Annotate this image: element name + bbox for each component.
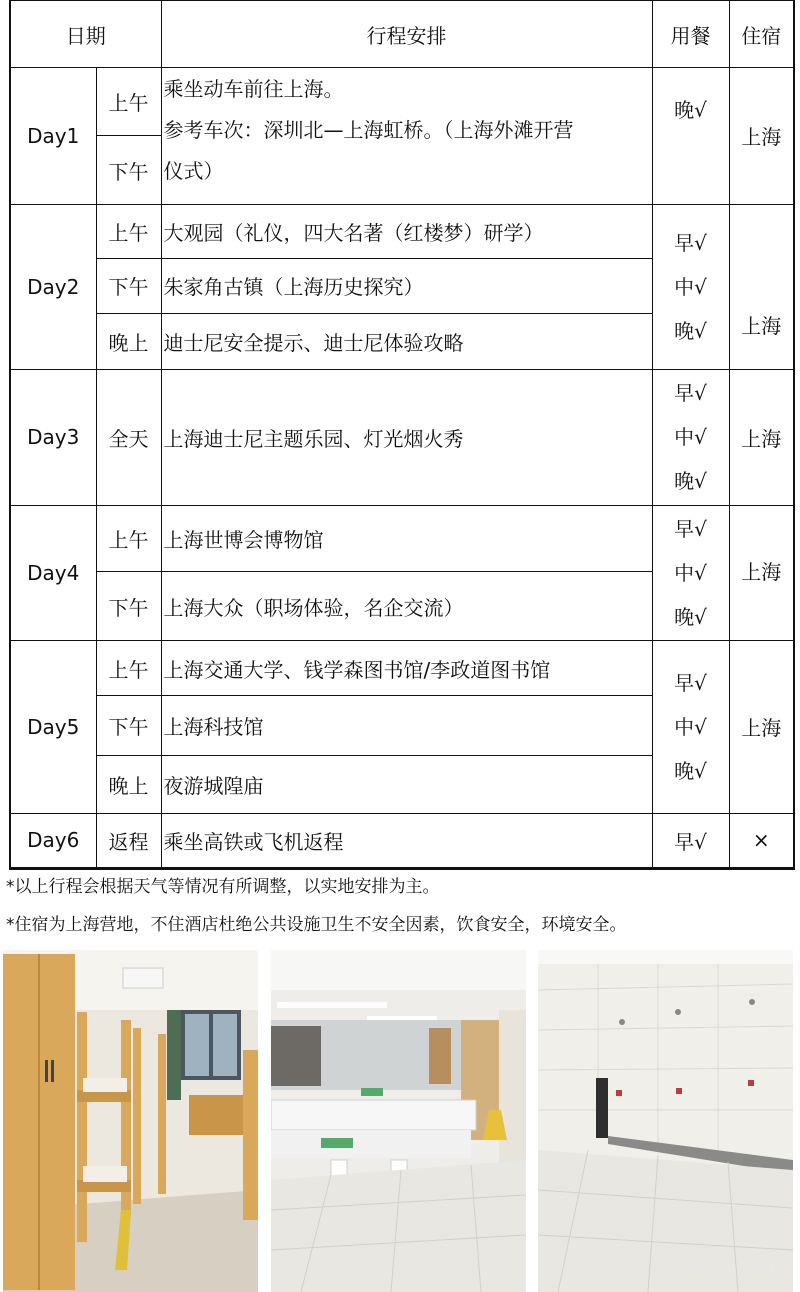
meal-line: 晚√ — [674, 98, 707, 123]
meal-cell — [652, 68, 729, 204]
period-cell: 全天 — [96, 370, 161, 505]
period-cell: 下午 — [96, 571, 161, 640]
header-itinerary: 行程安排 — [161, 1, 652, 68]
lodging-text: 上海 — [741, 314, 782, 339]
activity-cell: 大观园（礼仪，四大名著（红楼梦）研学） — [161, 204, 652, 258]
washroom-photo — [271, 950, 526, 1292]
period-cell: 上午 — [96, 68, 161, 136]
table-row — [10, 370, 794, 505]
period-cell: 上午 — [96, 204, 161, 258]
lodging-cell: 上海 — [729, 641, 794, 814]
shower-room-illustration — [538, 950, 793, 1292]
meal-line: 中√ — [674, 560, 707, 585]
day-label: Day6 — [10, 813, 96, 868]
meal-line: 中√ — [674, 714, 707, 739]
lodging-cell: 上海 — [729, 68, 794, 204]
header-date: 日期 — [10, 1, 161, 68]
dormitory-photo — [3, 950, 258, 1292]
activity-cell: 夜游城隍庙 — [161, 755, 652, 813]
itinerary-table — [9, 0, 795, 870]
table-row — [10, 641, 794, 696]
activity-cell: 上海迪士尼主题乐园、灯光烟火秀 — [161, 370, 652, 505]
day-label: Day4 — [10, 505, 96, 640]
meal-line: 晚√ — [674, 318, 707, 343]
header-row — [10, 1, 794, 68]
header-lodging: 住宿 — [729, 1, 794, 68]
header-meals: 用餐 — [652, 1, 729, 68]
period-cell: 上午 — [96, 505, 161, 571]
meal-line: 早√ — [674, 516, 707, 541]
period-cell: 晚上 — [96, 755, 161, 813]
activity-cell: 上海交通大学、钱学森图书馆/李政道图书馆 — [161, 641, 652, 696]
meal-cell — [652, 370, 729, 505]
note-schedule-adjust: *以上行程会根据天气等情况有所调整，以实地安排为主。 — [6, 877, 440, 897]
meal-line: 早√ — [674, 230, 707, 255]
activity-cell: 乘坐高铁或飞机返程 — [161, 813, 652, 868]
meal-cell — [652, 204, 729, 370]
day-label: Day2 — [10, 204, 96, 370]
watermark: ydjy8.com — [682, 1258, 775, 1278]
meal-line: 晚√ — [674, 469, 707, 494]
note-lodging: *住宿为上海营地，不住酒店杜绝公共设施卫生不安全因素，饮食安全，环境安全。 — [6, 915, 627, 935]
table-row — [10, 68, 794, 136]
day-label: Day1 — [10, 68, 96, 204]
day-label: Day5 — [10, 641, 96, 814]
meal-line: 早√ — [674, 381, 707, 406]
activity-line: 乘坐动车前往上海。 — [163, 77, 344, 102]
meal-line: 晚√ — [674, 604, 707, 629]
period-cell: 晚上 — [96, 314, 161, 370]
shower-room-photo — [538, 950, 793, 1292]
lodging-cell: × — [729, 813, 794, 868]
meal-cell — [652, 505, 729, 640]
meal-cell: 早√ — [652, 813, 729, 868]
activity-line: 仪式） — [163, 159, 224, 184]
activity-cell: 上海世博会博物馆 — [161, 505, 652, 571]
period-cell: 返程 — [96, 813, 161, 868]
table-row — [10, 204, 794, 258]
lodging-cell — [729, 505, 794, 640]
washroom-illustration — [271, 950, 526, 1292]
day-label: Day3 — [10, 370, 96, 505]
activity-line: 参考车次：深圳北—上海虹桥。（上海外滩开营 — [163, 118, 574, 143]
meal-line: 晚√ — [674, 758, 707, 783]
lodging-cell — [729, 204, 794, 370]
meal-line: 中√ — [674, 274, 707, 299]
meal-line: 早√ — [674, 670, 707, 695]
activity-cell — [161, 68, 652, 204]
activity-cell: 迪士尼安全提示、迪士尼体验攻略 — [161, 314, 652, 370]
activity-cell: 上海科技馆 — [161, 696, 652, 755]
lodging-text: 上海 — [741, 559, 782, 584]
meal-line: 中√ — [674, 425, 707, 450]
period-cell: 下午 — [96, 696, 161, 755]
meal-cell — [652, 641, 729, 814]
period-cell: 下午 — [96, 258, 161, 313]
table-row — [10, 813, 794, 868]
dormitory-illustration — [3, 950, 258, 1292]
table-row — [10, 505, 794, 571]
period-cell: 下午 — [96, 136, 161, 204]
activity-cell: 上海大众（职场体验，名企交流） — [161, 571, 652, 640]
activity-cell: 朱家角古镇（上海历史探究） — [161, 258, 652, 313]
lodging-cell: 上海 — [729, 370, 794, 505]
period-cell: 上午 — [96, 641, 161, 696]
